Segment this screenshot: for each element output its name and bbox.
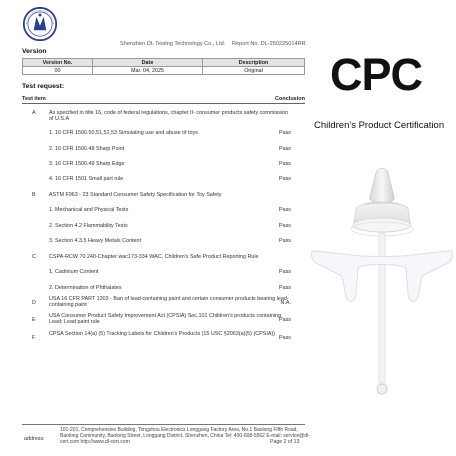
company-name: Shenzhen DL Testing Technology Co., Ltd. [120, 41, 226, 47]
version-table [22, 58, 305, 75]
test-item: 1. Mechanical and Physical Tests [49, 207, 129, 213]
test-item: 3. 16 CFR 1500.49 Sharp Edge [49, 161, 125, 167]
test-result: Pass [279, 130, 291, 136]
test-request-title: Test request: [22, 83, 65, 90]
test-item: ASTM F963 - 23 Standard Consumer Safety Specification for Toy Safety [49, 192, 222, 198]
test-item: 2. 16 CFR 1500.48 Sharp Point [49, 146, 125, 152]
column-header: Description [203, 59, 305, 67]
report-number: Report No. DL-250225014RR [232, 41, 306, 47]
cpc-title: CPC [330, 49, 423, 100]
test-item: 3. Section 4.3.5 Heavy Metals Content [49, 238, 141, 244]
row-label: D [32, 300, 36, 306]
test-item-header: Test item [22, 96, 46, 102]
test-item: USA 16 CFR PART 1303 - Ban of lead-containing paint and certain consumer products bearing lead-containing paint [49, 296, 289, 309]
test-item: 2. Section 4.2 Flammability Tests [49, 223, 128, 229]
row-label: A [32, 110, 36, 116]
test-item: USA Consumer Product Safety Improvement Act (CPSIA) Sec.101 Children's products containing Lead; Lead paint rule [49, 313, 282, 326]
row-label: E [32, 317, 36, 323]
column-header: Version No. [23, 59, 93, 67]
sippy-cup-icon [310, 165, 456, 435]
page-number: Page 2 of 13 [270, 439, 300, 445]
footer-label: address: [24, 436, 45, 442]
test-result: Pass [279, 161, 291, 167]
table-cell: Original [203, 67, 305, 75]
logo-icon [22, 6, 58, 42]
conclusion-header: Conclusion [275, 96, 305, 102]
test-item: CSPA-RCW 70.240-Chapter wac173-334 WAC, Children's Safe Product Reporting Rule [49, 254, 259, 260]
test-result: Pass [279, 335, 291, 341]
test-result: Pass [279, 176, 291, 182]
test-item: 4. 16 CFR 1501 Small part rule [49, 176, 124, 182]
table-cell: Mar. 04, 2025 [93, 67, 203, 75]
test-result: Pass [279, 269, 291, 275]
test-result: Pass [279, 207, 291, 213]
version-title: Version [22, 48, 47, 55]
row-label: F [32, 335, 36, 341]
test-item: 2. Determination of Phthalates [49, 285, 122, 291]
test-item: 1. 16 CFR 1500.50,51,52,53 Simulating use and abuse of toys [49, 130, 198, 136]
column-header: Date [93, 59, 203, 67]
row-label: C [32, 254, 36, 260]
company-logo [22, 6, 58, 42]
test-item: 1. Cadmium Content [49, 269, 99, 275]
test-result: Pass [279, 285, 291, 291]
test-result: N.A. [280, 300, 291, 306]
test-result: Pass [279, 238, 291, 244]
product-image [310, 165, 456, 435]
test-table-header [22, 96, 305, 104]
test-result: Pass [279, 317, 291, 323]
test-result: Pass [279, 223, 291, 229]
row-label: B [32, 192, 36, 198]
footer-divider [22, 424, 305, 425]
table-cell: 00 [23, 67, 93, 75]
footer-address: 101-201, Comprehensive Building, Tongzhou Electronics Longgang Factory Area, No.1 Baolong Fifth Road, Baolong Community, Baolong Street, Longgang District, Shenzhen, China Tel: 400-608-5562 E-mail: service@dl-cert.com http://www.dl-cert.com [60, 427, 310, 446]
table-row [23, 67, 305, 75]
version-table-header [23, 59, 305, 67]
test-item: CPSA Section 14(a) (5) Tracking Labels for Children's Products (15 USC §2063(a)(5) (CPSIA)) [49, 331, 276, 337]
test-item: As specified in title 16, code of federal regulations, chapter II- consumer products safety commission of U.S.A [49, 110, 289, 123]
test-result: Pass [279, 146, 291, 152]
cpc-subtitle: Children's Product Certification [314, 120, 445, 131]
